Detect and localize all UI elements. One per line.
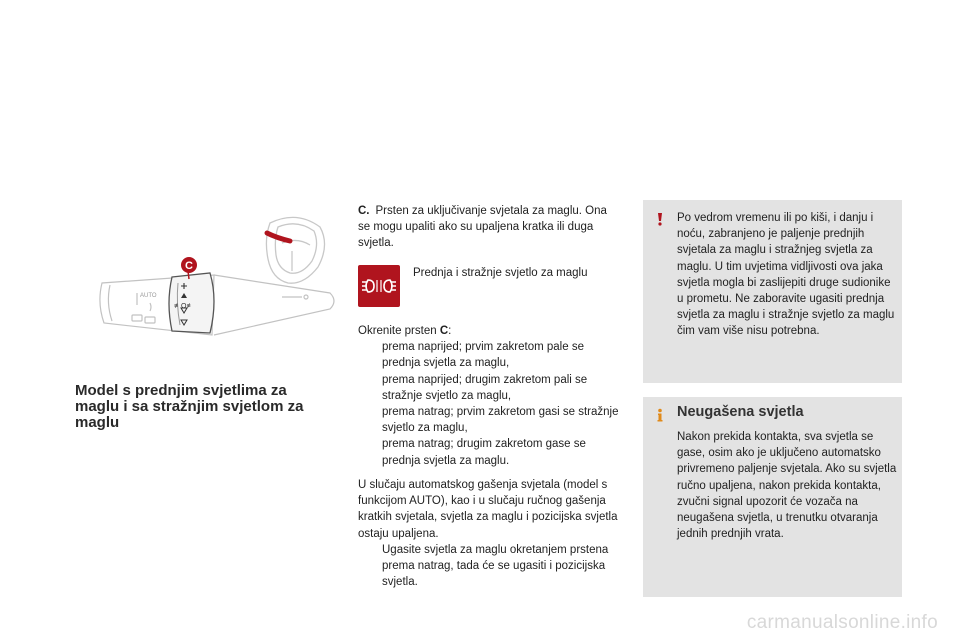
auto-text: U slučaju automatskog gašenja svjetala (model s funkcijom AUTO), kao i u slučaju ručnog gašenja kratkih svjetala, svjetla za maglu i pozicijska svjetla ostaju upaljena. xyxy=(358,479,618,540)
steering-wheel-outline xyxy=(266,217,324,283)
section-heading: Model s prednjim svjetlima za maglu i sa stražnjim svjetlom za maglu xyxy=(75,382,304,431)
stalk-body xyxy=(100,275,334,335)
svg-text:≢O≢: ≢O≢ xyxy=(174,303,194,310)
list-item: prema naprijed; prvim zakretom pale se prednja svjetla za maglu, xyxy=(382,341,584,370)
info-icon xyxy=(653,408,667,422)
info-title: Neugašena svjetla xyxy=(677,404,804,420)
ring-c-description xyxy=(358,203,620,252)
front-rear-fog-light-icon xyxy=(358,265,400,307)
lighting-stalk-drawing xyxy=(92,205,342,345)
ring-c-highlight xyxy=(169,273,214,333)
exclamation-icon xyxy=(653,212,667,226)
turn-ring-instructions xyxy=(358,323,620,469)
fog-light-label: Prednja i stražnje svjetlo za maglu xyxy=(413,267,588,279)
warning-text: Po vedrom vremenu ili po kiši, i danju i noću, zabranjeno je paljenje prednjih svjetala za maglu i stražnjeg svjetla za maglu. U tim uvjetima vidljivosti ova jaka svjetla mogla bi zaslijepiti druge sudionike u prometu. Ne zaboravite ugasiti prednja svjetla za maglu i stražnje svjetlo za maglu čim vam više nisu potrebna. xyxy=(677,212,895,338)
stalk-illustration xyxy=(92,205,342,345)
list-item: Ugasite svjetla za maglu okretanjem prstena prema natrag, tada će se ugasiti i pozicijska svjetla. xyxy=(382,543,609,589)
list-item: prema naprijed; drugim zakretom pali se stražnje svjetlo za maglu, xyxy=(382,373,588,402)
watermark: carmanualsonline.info xyxy=(746,612,938,633)
ring-c-text: Prsten za uključivanje svjetala za maglu. Ona se mogu upaliti ako su upaljena kratka ili duga svjetla. xyxy=(358,205,607,250)
red-wheel-marker xyxy=(267,233,290,241)
auto-mode-note xyxy=(358,477,620,590)
stalk-auto-label: AUTO xyxy=(140,293,157,299)
info-text: Nakon prekida kontakta, sva svjetla se gase, osim ako je uključeno automatsko privremeno paljenje svjetala. Ako su svjetla ručno upaljena, nakon prekida kontakta, zvučni signal upozorit će vozača na neugašena svjetla, u trenutku otvaranja jednih prednjih vrata. xyxy=(677,431,897,541)
callout-c-letter: C xyxy=(185,260,193,272)
list-item: prema natrag; prvim zakretom gasi se stražnje svjetlo za maglu, xyxy=(382,406,619,435)
list-item: prema natrag; drugim zakretom gase se prednja svjetla za maglu. xyxy=(382,438,586,467)
ring-c-label: C. xyxy=(358,205,370,217)
turn-intro: Okrenite prsten C: xyxy=(358,325,452,337)
